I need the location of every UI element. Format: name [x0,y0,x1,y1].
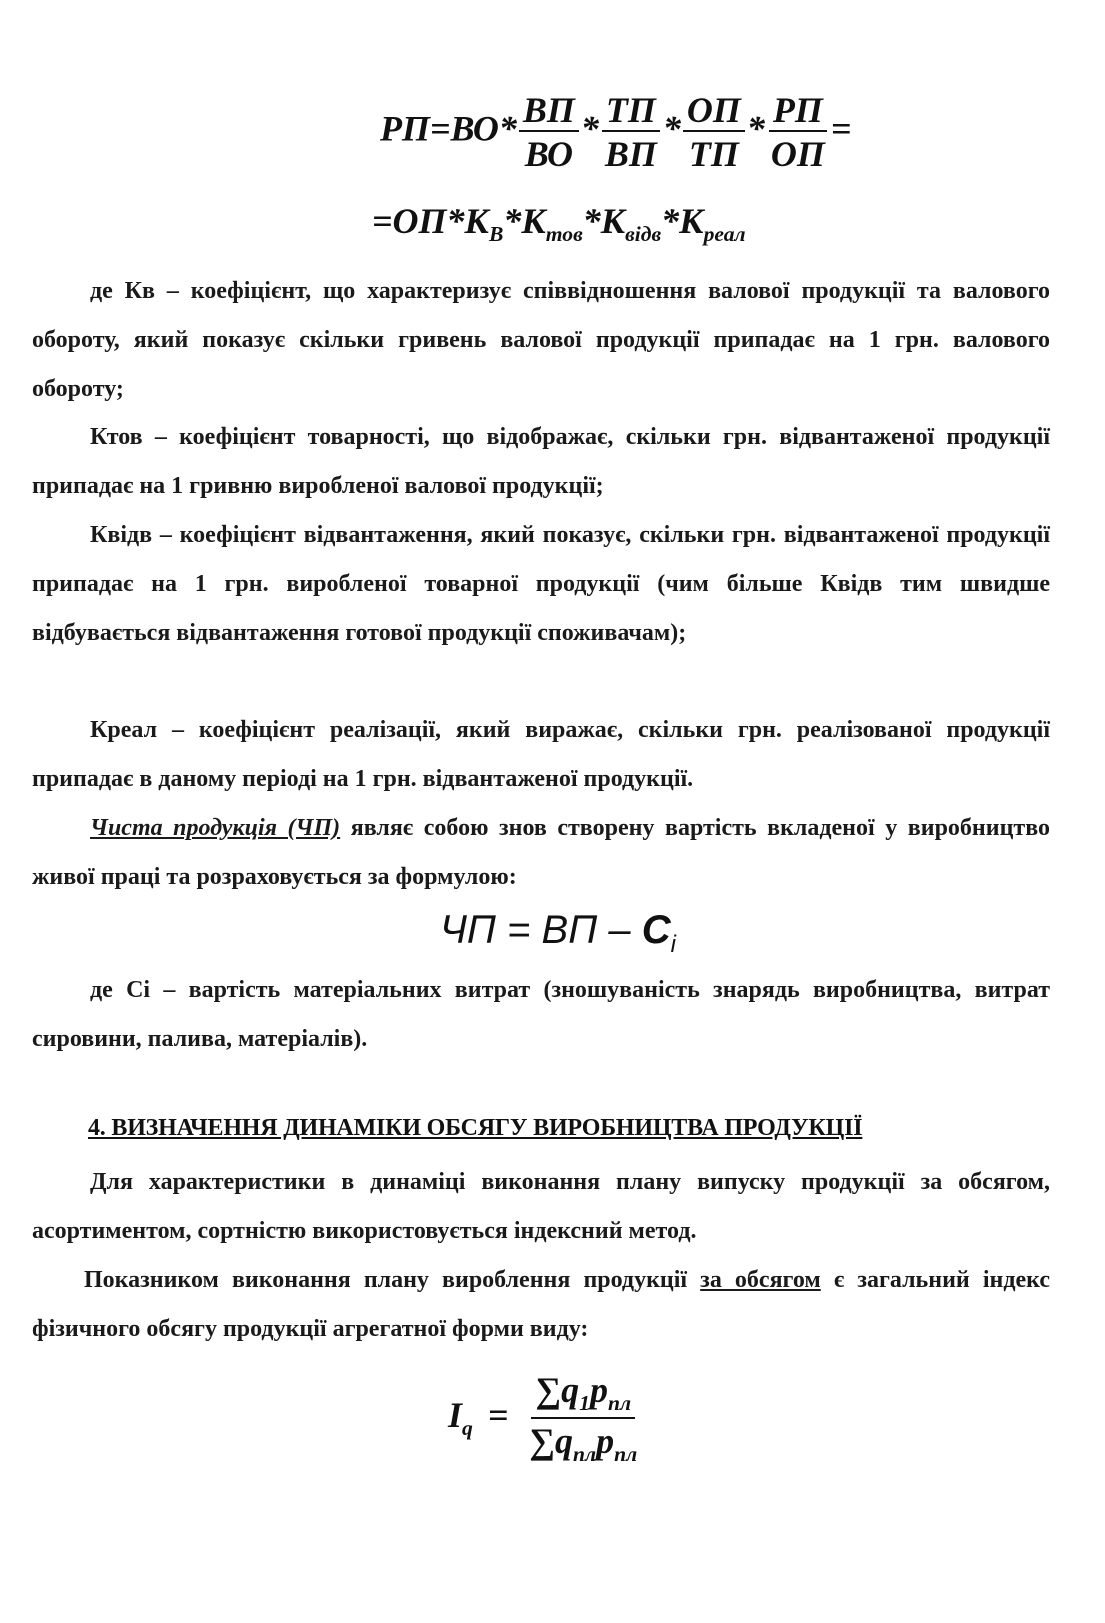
paragraph-dynamics: Для характеристики в динаміці виконання плану випуску продукції за обсягом, асортиментом, сортністю використовується індексний метод. [32,1169,1050,1244]
fraction-rp-op: $\frac{РП}{ОП}$ [770,90,825,174]
formula-rp-line2: $=ОП*К_В*К_{тов}*К_{відв}*К_{реал}$ [372,201,746,247]
fraction-op-tp: $\frac{ОП}{ТП}$ [683,92,745,172]
fraction-tp-vp: $\frac{ТП}{ВП}$ [601,92,661,172]
formula-iq: $I_q$ = $\frac{\sum q_1p_{пл}}{\sum q_{пл}p_{пл}}$ [448,1372,643,1466]
section-heading: 4. ВИЗНАЧЕННЯ ДИНАМІКИ ОБСЯГУ ВИРОБНИЦТВА ПРОДУКЦІЇ [88,1115,863,1141]
paragraph-chp: Чиста продукція (ЧП) являє собою знов створену вартість вкладеної у виробництво живої праці та розраховується за формулою: [32,815,1051,890]
formula-chp: ЧП = ВП – $С_i$ [440,908,676,958]
formula-rp-lhs: РП [380,108,430,149]
paragraph-ci: де Сі – вартість матеріальних витрат (зношуваність знарядь виробництва, витрат сировини, палива, матеріалів). [32,977,1050,1052]
term-chp: Чиста продукція (ЧП) [90,815,341,841]
paragraph-index: Показником виконання плану вироблення продукції за обсягом є загальний індекс фізичного обсягу продукції агрегатної форми виду: [32,1267,1051,1342]
formula-rp-line1: РП=ВО* $\frac{ВП}{ВО}$ * $\frac{ТП}{ВП}$ * $\frac{ОП}{ТП}$ * $\frac{РП}{ОП}$ = [380,90,852,174]
fraction-iq: $\frac{\sum q_1p_{пл}}{\sum q_{пл}p_{пл}}$ [529,1370,638,1466]
paragraph-kvid: Квідв – коефіцієнт відвантаження, який показує, скільки грн. відвантаженої продукції припадає на 1 грн. виробленої товарної продукції (чим більше Квідв тим швидше відбувається відвантаження готової продукції споживачам); [32,522,1050,646]
paragraph-kv: де Кв – коефіцієнт, що характеризує співвідношення валової продукції та валового обороту, який показує скільки гривень валової продукції припадає на 1 грн. валового обороту; [32,278,1050,402]
fraction-vp-vo: $\frac{ВП}{ВО}$ [519,92,579,172]
term-za-obsyagom: за обсягом [700,1267,821,1293]
paragraph-ktov: Ктов – коефіцієнт товарності, що відображає, скільки грн. відвантаженої продукції припадає на 1 гривню виробленої валової продукції; [32,424,1050,499]
paragraph-kreal: Креал – коефіцієнт реалізації, який виражає, скільки грн. реалізованої продукції припадає в даному періоді на 1 грн. відвантаженої продукції. [32,717,1050,792]
